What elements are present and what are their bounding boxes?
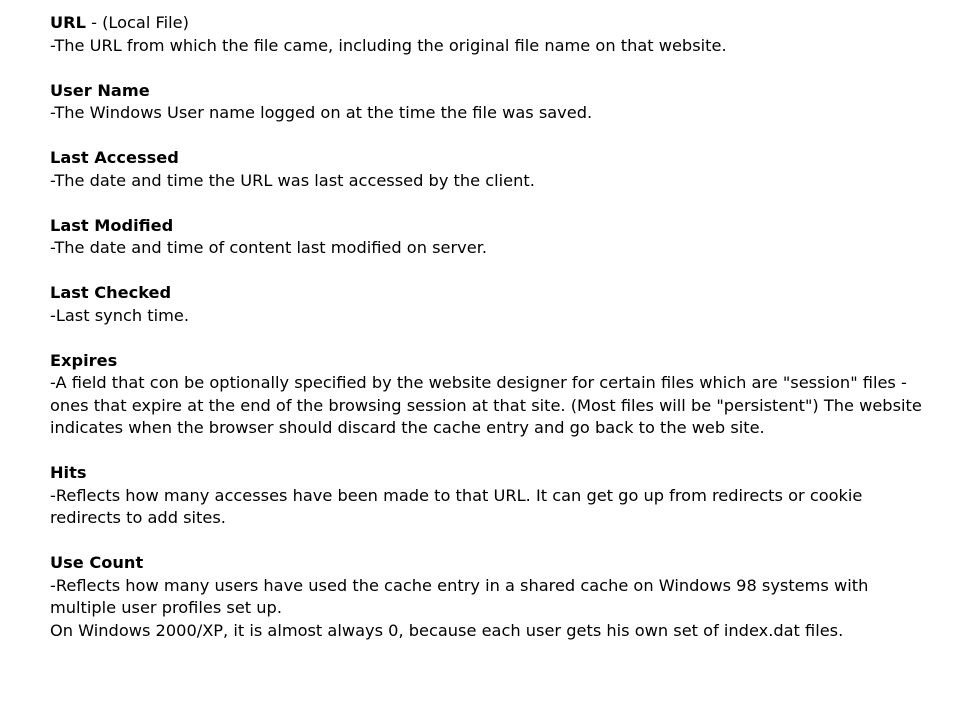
entry-term: Last Checked	[50, 283, 172, 302]
entry-qualifier: - (Local File)	[85, 13, 189, 32]
entry-description: -The URL from which the file came, including the original file name on that website.	[50, 35, 727, 55]
entry-term: Last Accessed	[50, 148, 179, 167]
entry-last-accessed	[50, 147, 930, 192]
entry-expires	[50, 350, 930, 440]
entry-heading	[50, 12, 930, 35]
entry-term: Use Count	[50, 553, 144, 572]
entry-description: -The Windows User name logged on at the time the file was saved.	[50, 103, 593, 122]
entry-description: -Last synch time.	[50, 305, 190, 325]
entry-description: -Reflects how many users have used the cache entry in a shared cache on Windows 98 systems with multiple user profiles set up.	[50, 575, 869, 617]
document-body	[50, 12, 930, 665]
entry-last-modified	[50, 215, 930, 260]
entry-last-checked	[50, 282, 930, 327]
entry-description: -Reflects how many accesses have been made to that URL. It can get go up from redirects or cookie redirects to add sites.	[50, 485, 863, 527]
entry-description: -The date and time the URL was last accessed by the client.	[50, 170, 535, 190]
entry-description: -A field that con be optionally specified by the website designer for certain files which are "session" files - ones that expire at the end of the browsing session at that site. (Most files will be "persistent") The website indicates when the browser should discard the cache entry and go back to the web site.	[50, 373, 922, 437]
entry-term: User Name	[50, 80, 150, 100]
entry-description-note: On Windows 2000/XP, it is almost always 0, because each user gets his own set of index.dat files.	[50, 620, 844, 640]
entry-term: Hits	[50, 463, 87, 482]
entry-user-name	[50, 80, 930, 125]
entry-term: Expires	[50, 350, 118, 370]
entry-hits	[50, 462, 930, 530]
entry-term: URL	[50, 13, 86, 32]
entry-url	[50, 12, 930, 57]
entry-description: -The date and time of content last modified on server.	[50, 238, 488, 257]
entry-term: Last Modified	[50, 215, 174, 235]
entry-use-count	[50, 552, 930, 642]
